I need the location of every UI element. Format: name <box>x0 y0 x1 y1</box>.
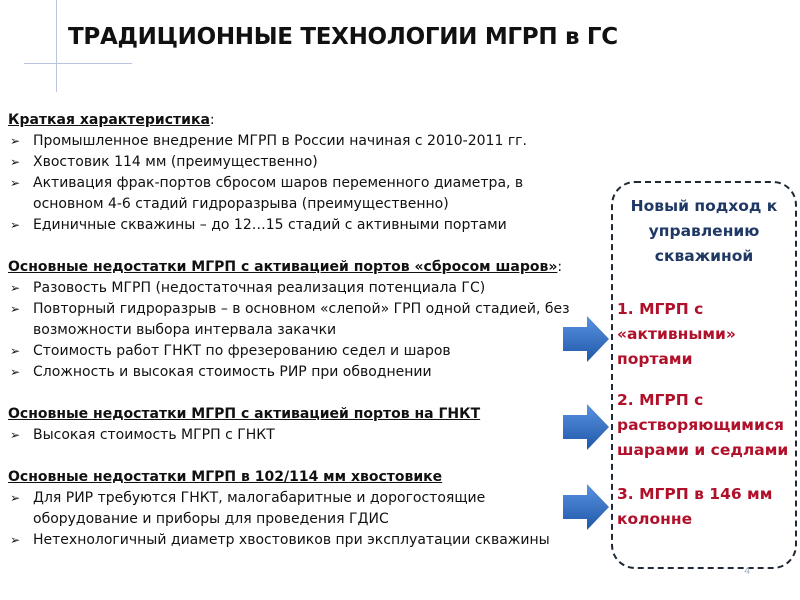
list-item <box>8 530 593 551</box>
decorative-vertical-line <box>56 0 57 92</box>
section <box>8 257 593 383</box>
bullet-list <box>8 488 593 551</box>
section <box>8 404 593 446</box>
arrow-bullet-icon: ➢ <box>10 491 21 505</box>
section-heading <box>8 404 593 425</box>
list-item <box>8 131 593 152</box>
list-item-text: Сложность и высокая стоимость РИР при обводнении <box>33 364 432 380</box>
arrow-bullet-icon: ➢ <box>10 281 21 295</box>
arrow-bullet-icon: ➢ <box>10 344 21 358</box>
section-heading <box>8 257 593 278</box>
section-heading-text: Краткая характеристика <box>8 112 210 128</box>
list-item-text: Повторный гидроразрыв – в основном «слепой» ГРП одной стадией, без возможности выбора интервала закачки <box>33 301 570 338</box>
list-item-text: Активация фрак-портов сбросом шаров переменного диаметра, в основном 4-6 стадий гидроразрыва (преимущественно) <box>33 175 524 212</box>
section-heading-text: Основные недостатки МГРП с активацией портов «сбросом шаров» <box>8 259 558 275</box>
list-item-text: Разовость МГРП (недостаточная реализация потенциала ГС) <box>33 280 486 296</box>
approach-item-146mm-casing: 3. МГРП в 146 мм колонне <box>617 485 773 528</box>
list-item <box>8 425 593 446</box>
list-item-text: Хвостовик 114 мм (преимущественно) <box>33 154 318 170</box>
bullet-list <box>8 425 593 446</box>
list-item-text: Высокая стоимость МГРП с ГНКТ <box>33 427 275 443</box>
list-item-text: Промышленное внедрение МГРП в России начиная с 2010-2011 гг. <box>33 133 527 149</box>
right-arrow-icon <box>561 482 611 532</box>
right-arrow-icon <box>561 314 611 364</box>
section-heading-suffix: : <box>209 112 215 128</box>
approach-item-active-ports: 1. МГРП с «активными» портами <box>617 300 736 368</box>
approach-item-dissolvable-balls: 2. МГРП с растворяющимися шарами и седлами <box>617 391 789 459</box>
new-approach-title: Новый подход к управлению скважиной <box>630 197 778 265</box>
arrow-bullet-icon: ➢ <box>10 365 21 379</box>
list-item <box>8 341 593 362</box>
arrow-bullet-icon: ➢ <box>10 302 21 316</box>
list-item-text: Единичные скважины – до 12…15 стадий с активными портами <box>33 217 507 233</box>
arrow-bullet-icon: ➢ <box>10 533 21 547</box>
section-heading-text: Основные недостатки МГРП в 102/114 мм хвостовике <box>8 469 443 485</box>
list-item-text: Нетехнологичный диаметр хвостовиков при эксплуатации скважины <box>33 532 550 548</box>
arrow-bullet-icon: ➢ <box>10 176 21 190</box>
section-heading <box>8 467 593 488</box>
arrow-bullet-icon: ➢ <box>10 155 21 169</box>
list-item <box>8 299 593 341</box>
list-item <box>8 488 593 530</box>
section-heading-suffix: : <box>557 259 563 275</box>
list-item <box>8 278 593 299</box>
list-item <box>8 362 593 383</box>
characteristics-content <box>8 110 593 572</box>
list-item-text: Стоимость работ ГНКТ по фрезерованию седел и шаров <box>33 343 451 359</box>
section <box>8 467 593 551</box>
bullet-list <box>8 131 593 236</box>
section <box>8 110 593 236</box>
list-item <box>8 215 593 236</box>
page-number: 4 <box>744 566 751 577</box>
right-arrow-icon <box>561 402 611 452</box>
list-item <box>8 152 593 173</box>
decorative-horizontal-line <box>24 63 132 64</box>
section-heading <box>8 110 593 131</box>
arrow-bullet-icon: ➢ <box>10 134 21 148</box>
arrow-bullet-icon: ➢ <box>10 218 21 232</box>
list-item <box>8 173 593 215</box>
arrow-bullet-icon: ➢ <box>10 428 21 442</box>
section-heading-text: Основные недостатки МГРП с активацией портов на ГНКТ <box>8 406 481 422</box>
bullet-list <box>8 278 593 383</box>
list-item-text: Для РИР требуются ГНКТ, малогабаритные и дорогостоящие оборудование и приборы для проведения ГДИС <box>33 490 486 527</box>
slide-title: ТРАДИЦИОННЫЕ ТЕХНОЛОГИИ МГРП в ГС <box>68 24 618 50</box>
